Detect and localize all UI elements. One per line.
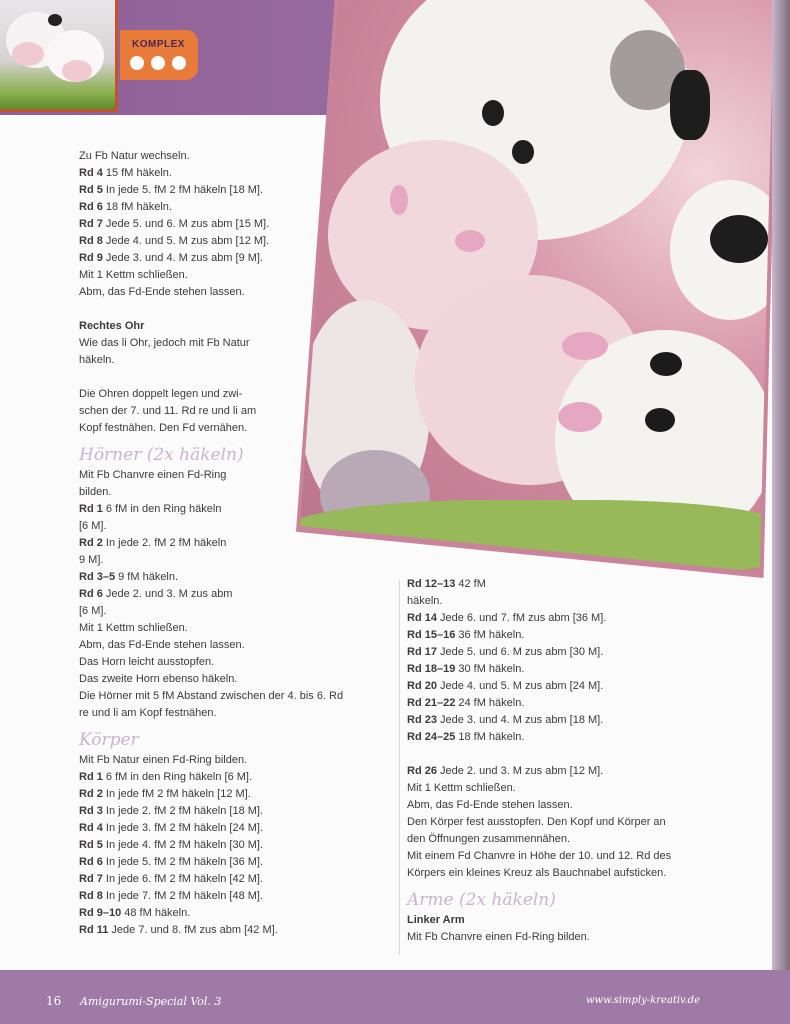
- row-label: Rd 9: [79, 252, 103, 264]
- pattern-row: [79, 854, 379, 871]
- page-number: 16: [46, 994, 62, 1008]
- row-instruction: In jede 4. fM 2 fM häkeln [30 M].: [102, 839, 264, 851]
- page-gutter: [772, 0, 790, 1024]
- section-heading: Arme (2x häkeln): [407, 890, 556, 910]
- pattern-row: [79, 586, 379, 603]
- pattern-row: [79, 922, 379, 939]
- spacer: [407, 746, 737, 763]
- row-instruction: 36 fM häkeln.: [455, 629, 525, 641]
- text-line: Mit 1 Kettm schließen.: [407, 782, 516, 794]
- row-instruction: 30 fM häkeln.: [455, 663, 525, 675]
- text-line: [6 M].: [79, 520, 107, 532]
- text-line: Wie das li Ohr, jedoch mit Fb Natur: [79, 337, 250, 349]
- row-label: Rd 4: [79, 822, 103, 834]
- pattern-row: [79, 182, 379, 199]
- text-line: re und li am Kopf festnähen.: [79, 707, 217, 719]
- pattern-row: [79, 837, 379, 854]
- row-label: Rd 8: [79, 235, 103, 247]
- row-instruction: Jede 7. und 8. fM zus abm [42 M].: [108, 924, 278, 936]
- row-label: Rd 3: [79, 805, 103, 817]
- pattern-row: [79, 569, 379, 586]
- pattern-row: [407, 763, 737, 780]
- text-line: Den Körper fest ausstopfen. Den Kopf und Körper an: [407, 816, 666, 828]
- text-line: Zu Fb Natur wechseln.: [79, 150, 190, 162]
- pattern-row: [79, 165, 379, 182]
- row-label: Rd 6: [79, 856, 103, 868]
- pattern-row: [407, 576, 737, 593]
- text-line: Abm, das Fd-Ende stehen lassen.: [407, 799, 573, 811]
- row-label: Rd 2: [79, 788, 103, 800]
- row-instruction: In jede 5. fM 2 fM häkeln [18 M].: [102, 184, 264, 196]
- text-line: Mit Fb Natur einen Fd-Ring bilden.: [79, 754, 248, 766]
- row-label: Rd 2: [79, 537, 103, 549]
- row-label: Rd 17: [407, 646, 437, 658]
- row-instruction: In jede fM 2 fM häkeln [12 M].: [102, 788, 251, 800]
- text-line: Abm, das Fd-Ende stehen lassen.: [79, 639, 245, 651]
- pattern-row: [79, 233, 379, 250]
- row-label: Rd 7: [79, 873, 103, 885]
- subheading: Linker Arm: [407, 914, 465, 926]
- difficulty-badge: [120, 30, 198, 80]
- pattern-row: [79, 769, 379, 786]
- pattern-row: [407, 729, 737, 746]
- row-instruction: In jede 6. fM 2 fM häkeln [42 M].: [102, 873, 264, 885]
- row-label: Rd 6: [79, 588, 103, 600]
- text-line: bilden.: [79, 486, 112, 498]
- pattern-row: [79, 535, 379, 552]
- subheading: Rechtes Ohr: [79, 320, 145, 332]
- pattern-row: [79, 820, 379, 837]
- row-instruction: 18 fM häkeln.: [455, 731, 525, 743]
- row-label: Rd 1: [79, 771, 103, 783]
- pattern-row: [407, 712, 737, 729]
- pattern-row: [79, 199, 379, 216]
- row-instruction: Jede 3. und 4. M zus abm [18 M].: [436, 714, 604, 726]
- row-instruction: In jede 3. fM 2 fM häkeln [24 M].: [102, 822, 264, 834]
- pattern-row: [79, 501, 379, 518]
- text-line: Mit Fb Chanvre einen Fd-Ring: [79, 469, 227, 481]
- row-label: Rd 9–10: [79, 907, 122, 919]
- row-instruction: Jede 4. und 5. M zus abm [12 M].: [102, 235, 270, 247]
- pattern-row: [79, 216, 379, 233]
- row-label: Rd 20: [407, 680, 437, 692]
- pattern-row: [407, 627, 737, 644]
- spacer: [79, 369, 379, 386]
- row-instruction: In jede 2. fM 2 fM häkeln: [102, 537, 227, 549]
- text-line: den Öffnungen zusammennähen.: [407, 833, 571, 845]
- row-label: Rd 1: [79, 503, 103, 515]
- row-label: Rd 14: [407, 612, 437, 624]
- row-instruction: 9 fM häkeln.: [115, 571, 179, 583]
- row-instruction: 6 fM in den Ring häkeln [6 M].: [102, 771, 253, 783]
- row-instruction: 6 fM in den Ring häkeln: [102, 503, 222, 515]
- row-instruction: 48 fM häkeln.: [121, 907, 191, 919]
- text-line: häkeln.: [79, 354, 115, 366]
- text-line: Mit 1 Kettm schließen.: [79, 269, 188, 281]
- text-line: Mit einem Fd Chanvre in Höhe der 10. und 12. Rd des: [407, 850, 672, 862]
- row-instruction: Jede 6. und 7. fM zus abm [36 M].: [436, 612, 607, 624]
- row-label: Rd 15–16: [407, 629, 456, 641]
- magazine-title: Amigurumi-Special Vol. 3: [80, 995, 222, 1008]
- row-instruction: In jede 5. fM 2 fM häkeln [36 M].: [102, 856, 264, 868]
- row-instruction: Jede 2. und 3. M zus abm: [102, 588, 233, 600]
- row-label: Rd 21–22: [407, 697, 456, 709]
- text-line: Die Hörner mit 5 fM Abstand zwischen der 4. bis 6. Rd: [79, 690, 344, 702]
- pattern-row: [407, 661, 737, 678]
- row-instruction: Jede 5. und 6. M zus abm [15 M].: [102, 218, 270, 230]
- row-label: Rd 23: [407, 714, 437, 726]
- difficulty-dot-icon: [130, 56, 144, 70]
- section-heading: Körper: [79, 730, 139, 750]
- text-line: [6 M].: [79, 605, 107, 617]
- text-line: Mit Fb Chanvre einen Fd-Ring bilden.: [407, 931, 590, 943]
- text-line: Abm, das Fd-Ende stehen lassen.: [79, 286, 245, 298]
- row-label: Rd 26: [407, 765, 437, 777]
- website-url[interactable]: www.simply-kreativ.de: [585, 995, 700, 1006]
- text-line: 9 M].: [79, 554, 104, 566]
- text-line: häkeln.: [407, 595, 443, 607]
- text-line: Das zweite Horn ebenso häkeln.: [79, 673, 238, 685]
- row-label: Rd 5: [79, 839, 103, 851]
- spacer: [79, 301, 379, 318]
- pattern-row: [79, 888, 379, 905]
- row-label: Rd 6: [79, 201, 103, 213]
- row-instruction: Jede 4. und 5. M zus abm [24 M].: [436, 680, 604, 692]
- difficulty-label: KOMPLEX: [132, 39, 185, 50]
- row-label: Rd 3–5: [79, 571, 116, 583]
- row-instruction: In jede 7. fM 2 fM häkeln [48 M].: [102, 890, 264, 902]
- row-label: Rd 8: [79, 890, 103, 902]
- text-line: Kopf festnähen. Den Fd vernähen.: [79, 422, 248, 434]
- row-instruction: 24 fM häkeln.: [455, 697, 525, 709]
- pattern-row: [79, 803, 379, 820]
- pattern-row: [79, 786, 379, 803]
- pattern-row: [79, 250, 379, 267]
- row-label: Rd 24–25: [407, 731, 456, 743]
- row-label: Rd 12–13: [407, 578, 456, 590]
- text-line: Die Ohren doppelt legen und zwi-: [79, 388, 243, 400]
- left-column: [79, 148, 379, 939]
- pattern-row: [79, 871, 379, 888]
- right-column: [407, 576, 737, 946]
- row-label: Rd 5: [79, 184, 103, 196]
- text-line: schen der 7. und 11. Rd re und li am: [79, 405, 257, 417]
- row-label: Rd 7: [79, 218, 103, 230]
- text-line: Körpers ein kleines Kreuz als Bauchnabel aufsticken.: [407, 867, 667, 879]
- row-instruction: 15 fM häkeln.: [102, 167, 172, 179]
- row-instruction: 42 fM: [455, 578, 486, 590]
- row-label: Rd 11: [79, 924, 109, 936]
- pattern-row: [79, 905, 379, 922]
- text-line: Das Horn leicht ausstopfen.: [79, 656, 215, 668]
- text-line: Mit 1 Kettm schließen.: [79, 622, 188, 634]
- section-heading: Hörner (2x häkeln): [79, 445, 244, 465]
- pattern-row: [407, 678, 737, 695]
- difficulty-dot-icon: [151, 56, 165, 70]
- column-divider: [399, 580, 400, 955]
- row-instruction: Jede 5. und 6. M zus abm [30 M].: [436, 646, 604, 658]
- row-instruction: In jede 2. fM 2 fM häkeln [18 M].: [102, 805, 264, 817]
- row-instruction: Jede 2. und 3. M zus abm [12 M].: [436, 765, 604, 777]
- pattern-row: [407, 644, 737, 661]
- row-label: Rd 4: [79, 167, 103, 179]
- difficulty-dot-icon: [172, 56, 186, 70]
- pattern-row: [407, 695, 737, 712]
- row-label: Rd 18–19: [407, 663, 456, 675]
- thumbnail-photo: [0, 0, 118, 112]
- row-instruction: 18 fM häkeln.: [102, 201, 172, 213]
- pattern-row: [407, 610, 737, 627]
- row-instruction: Jede 3. und 4. M zus abm [9 M].: [102, 252, 264, 264]
